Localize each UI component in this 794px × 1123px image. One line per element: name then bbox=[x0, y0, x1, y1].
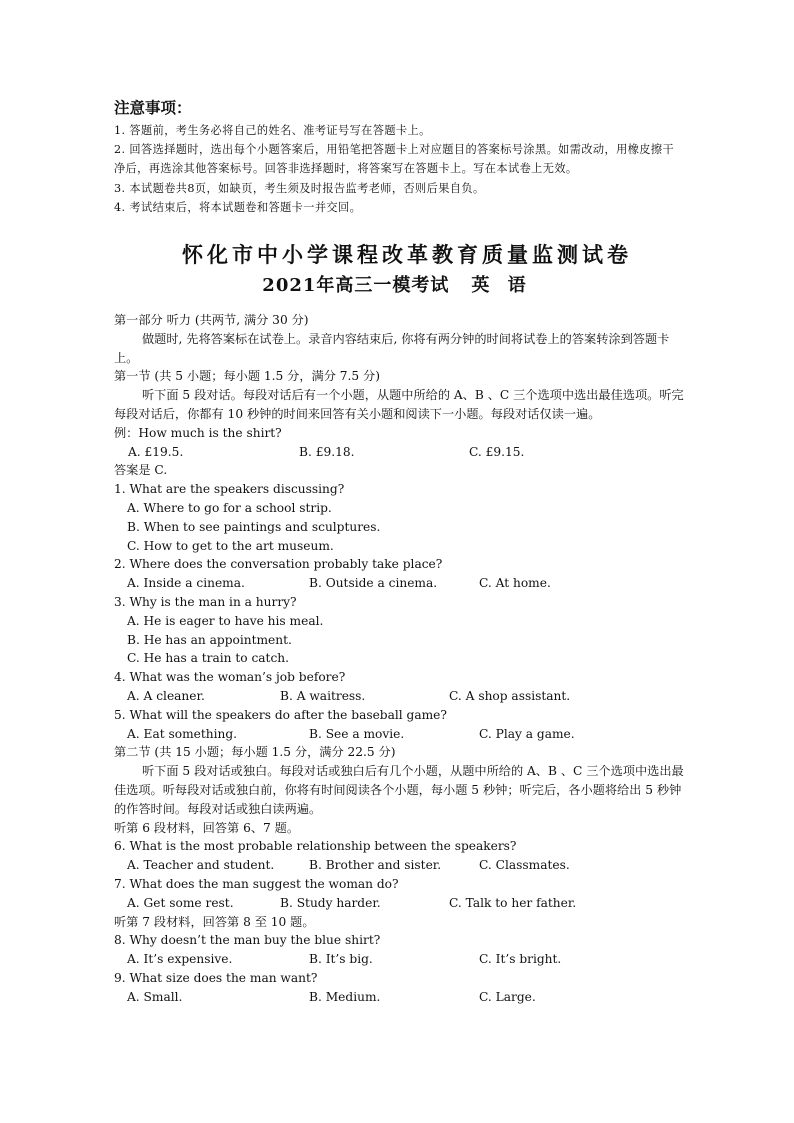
question-5: 5. What will the speakers do after the baseball game? bbox=[114, 707, 447, 722]
part1-heading: 第一部分 听力 (共两节, 满分 30 分) bbox=[114, 313, 309, 327]
question-4: 4. What was the woman’s job before? bbox=[114, 670, 346, 685]
section2-heading: 第二节 (共 15 小题；每小题 1.5 分，满分 22.5 分) bbox=[114, 745, 396, 760]
option-b: B. £9.18. bbox=[299, 444, 355, 459]
option-a: A. Get some rest. bbox=[127, 895, 234, 910]
question-3-option-b: B. He has an appointment. bbox=[127, 632, 292, 647]
option-a: A. A cleaner. bbox=[127, 688, 205, 703]
section1-heading: 第一节 (共 5 小题；每小题 1.5 分，满分 7.5 分) bbox=[114, 369, 380, 384]
option-b: B. It’s big. bbox=[309, 952, 373, 967]
notice-block bbox=[114, 97, 684, 217]
option-c: C. Large. bbox=[479, 989, 536, 1004]
option-c: C. It’s bright. bbox=[479, 952, 562, 967]
example-question: 例：How much is the shirt? bbox=[114, 425, 282, 440]
question-3-option-a: A. He is eager to have his meal. bbox=[127, 613, 324, 628]
question-5-options bbox=[114, 725, 684, 744]
option-c: C. A shop assistant. bbox=[449, 688, 571, 703]
option-a: A. Small. bbox=[127, 989, 183, 1004]
question-6: 6. What is the most probable relationship between the speakers? bbox=[114, 839, 517, 854]
notice-item-2: 2. 回答选择题时，选出每个小题答案后，用铅笔把答题卡上对应题目的答案标号涂黑。如需改动，用橡皮擦干净后，再选涂其他答案标号。回答非选择题时，将答案写在答题卡上。写在本试卷上无效。 bbox=[114, 143, 675, 176]
option-c: C. Talk to her father. bbox=[449, 895, 577, 910]
exam-title: 怀化市中小学课程改革教育质量监测试卷 bbox=[182, 242, 632, 267]
question-4-options bbox=[114, 687, 684, 706]
exam-content bbox=[114, 311, 684, 1006]
part1-instructions: 做题时, 先将答案标在试卷上。录音内容结束后, 你将有两分钟的时间将试卷上的答案转涂到答题卡上。 bbox=[114, 331, 670, 365]
question-9-options bbox=[114, 988, 684, 1007]
material-6-label: 听第 6 段材料，回答第 6、7 题。 bbox=[114, 820, 300, 835]
material-7-label: 听第 7 段材料，回答第 8 至 10 题。 bbox=[114, 914, 315, 929]
section1-instructions: 听下面 5 段对话。每段对话后有一个小题，从题中所给的 A、B 、C 三个选项中选出最佳选项。听完每段对话后，你都有 10 秒钟的时间来回答有关小题和阅读下一小题。每段对话仅读一遍。 bbox=[114, 388, 684, 421]
option-b: B. A waitress. bbox=[280, 688, 366, 703]
option-b: B. Brother and sister. bbox=[309, 858, 442, 873]
option-b: B. Outside a cinema. bbox=[309, 576, 438, 591]
question-7-options bbox=[114, 894, 684, 913]
exam-name: 2021年高三一模考试 bbox=[262, 275, 450, 296]
option-b: B. Study harder. bbox=[280, 895, 381, 910]
question-1-option-b: B. When to see paintings and sculptures. bbox=[127, 519, 381, 534]
option-a: A. It’s expensive. bbox=[127, 952, 233, 967]
question-3: 3. Why is the man in a hurry? bbox=[114, 594, 297, 609]
option-a: A. Eat something. bbox=[127, 726, 238, 741]
section2-instructions: 听下面 5 段对话或独白。每段对话或独白后有几个小题，从题中所给的 A、B 、C 三个选项中选出最佳选项。听每段对话或独白前，你将有时间阅读各个小题，每小题 5 秒钟；听完后，各小题将给出 5 秒钟的作答时间。每段对话或独白读两遍。 bbox=[114, 764, 684, 816]
option-b: B. See a movie. bbox=[309, 726, 405, 741]
option-b: B. Medium. bbox=[309, 989, 381, 1004]
option-c: C. Classmates. bbox=[479, 858, 570, 873]
option-c: C. Play a game. bbox=[479, 726, 575, 741]
question-6-options bbox=[114, 856, 684, 875]
exam-subtitle bbox=[0, 271, 794, 301]
option-c: C. At home. bbox=[479, 576, 551, 591]
question-1-option-a: A. Where to go for a school strip. bbox=[127, 500, 332, 515]
question-7: 7. What does the man suggest the woman do? bbox=[114, 876, 399, 891]
question-8: 8. Why doesn’t the man buy the blue shirt? bbox=[114, 933, 381, 948]
question-8-options bbox=[114, 950, 684, 969]
notice-item-3: 3. 本试题卷共8页，如缺页，考生须及时报告监考老师，否则后果自负。 bbox=[114, 181, 485, 195]
question-9: 9. What size does the man want? bbox=[114, 970, 318, 985]
question-1: 1. What are the speakers discussing? bbox=[114, 482, 345, 497]
option-a: A. Teacher and student. bbox=[127, 858, 275, 873]
example-answer: 答案是 C. bbox=[114, 463, 168, 478]
example-options bbox=[114, 443, 684, 462]
notice-item-1: 1. 答题前，考生务必将自己的姓名、准考证号写在答题卡上。 bbox=[114, 124, 431, 137]
question-2: 2. Where does the conversation probably take place? bbox=[114, 557, 443, 572]
option-c: C. £9.15. bbox=[469, 444, 525, 459]
exam-subject: 英 语 bbox=[471, 275, 532, 296]
exam-title-block bbox=[0, 240, 794, 301]
question-3-option-c: C. He has a train to catch. bbox=[127, 651, 289, 666]
notice-heading: 注意事项： bbox=[114, 99, 192, 117]
notice-item-4: 4. 考试结束后，将本试题卷和答题卡一并交回。 bbox=[114, 200, 362, 214]
question-1-option-c: C. How to get to the art museum. bbox=[127, 538, 334, 553]
option-a: A. £19.5. bbox=[128, 444, 184, 459]
question-2-options bbox=[114, 574, 684, 593]
option-a: A. Inside a cinema. bbox=[127, 576, 245, 591]
